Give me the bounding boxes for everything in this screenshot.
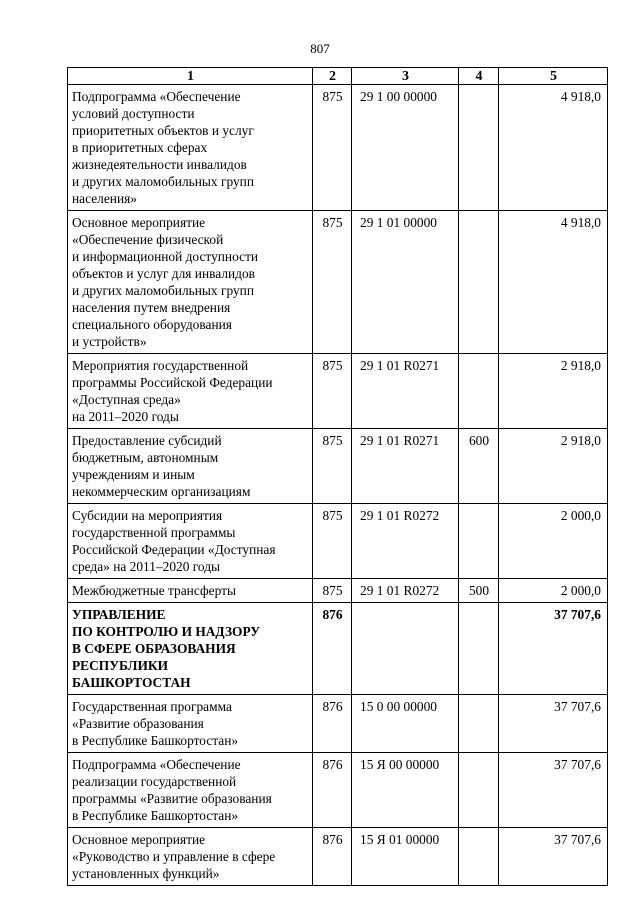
row-ministry-code: 875: [313, 354, 352, 429]
table-row: [68, 695, 608, 753]
row-expense-type: [459, 354, 499, 429]
header-col-2: 2: [313, 68, 352, 85]
row-amount: 37 707,6: [499, 753, 608, 828]
row-target-article: 29 1 00 00000: [352, 85, 459, 211]
row-expense-type: [459, 753, 499, 828]
table-header-row: [68, 68, 608, 85]
row-name: Межбюджетные трансферты: [68, 579, 313, 603]
row-expense-type: [459, 211, 499, 354]
header-col-5: 5: [499, 68, 608, 85]
row-name: Основное мероприятие «Обеспечение физической и информационной доступности объектов и услуг для инвалидов и других маломобильных групп населения путем внедрения специального оборудования и устройств»: [68, 211, 313, 354]
header-col-3: 3: [352, 68, 459, 85]
row-expense-type: [459, 504, 499, 579]
row-ministry-code: 876: [313, 753, 352, 828]
row-amount: 37 707,6: [499, 603, 608, 695]
row-target-article: 15 Я 01 00000: [352, 828, 459, 886]
budget-table: [67, 67, 608, 886]
row-expense-type: [459, 85, 499, 211]
row-name: Подпрограмма «Обеспечение реализации государственной программы «Развитие образования в Республике Башкортостан»: [68, 753, 313, 828]
table-row: [68, 211, 608, 354]
row-expense-type: [459, 603, 499, 695]
row-expense-type: 600: [459, 429, 499, 504]
row-amount: 37 707,6: [499, 695, 608, 753]
row-target-article: [352, 603, 459, 695]
row-target-article: 29 1 01 R0271: [352, 354, 459, 429]
row-amount: 2 918,0: [499, 429, 608, 504]
row-name: Основное мероприятие «Руководство и управление в сфере установленных функций»: [68, 828, 313, 886]
row-name: Мероприятия государственной программы Российской Федерации «Доступная среда» на 2011–2020 годы: [68, 354, 313, 429]
row-name: Государственная программа «Развитие образования в Республике Башкортостан»: [68, 695, 313, 753]
row-ministry-code: 876: [313, 695, 352, 753]
row-name: Субсидии на мероприятия государственной программы Российской Федерации «Доступная среда» на 2011–2020 годы: [68, 504, 313, 579]
row-amount: 2 000,0: [499, 504, 608, 579]
row-name: УПРАВЛЕНИЕ ПО КОНТРОЛЮ И НАДЗОРУ В СФЕРЕ ОБРАЗОВАНИЯ РЕСПУБЛИКИ БАШКОРТОСТАН: [68, 603, 313, 695]
table-row: [68, 828, 608, 886]
row-name: Предоставление субсидий бюджетным, автономным учреждениям и иным некоммерческим организациям: [68, 429, 313, 504]
table-row: [68, 354, 608, 429]
table-row: [68, 429, 608, 504]
row-ministry-code: 875: [313, 85, 352, 211]
row-ministry-code: 876: [313, 828, 352, 886]
row-ministry-code: 875: [313, 429, 352, 504]
row-target-article: 29 1 01 R0272: [352, 504, 459, 579]
row-amount: 4 918,0: [499, 85, 608, 211]
header-col-4: 4: [459, 68, 499, 85]
row-target-article: 15 Я 00 00000: [352, 753, 459, 828]
page-number: 807: [310, 41, 330, 56]
row-ministry-code: 875: [313, 579, 352, 603]
table-row: [68, 504, 608, 579]
row-amount: 2 000,0: [499, 579, 608, 603]
table-row: [68, 753, 608, 828]
row-ministry-code: 876: [313, 603, 352, 695]
table-row: [68, 579, 608, 603]
row-target-article: 29 1 01 R0271: [352, 429, 459, 504]
row-expense-type: [459, 695, 499, 753]
row-target-article: 15 0 00 00000: [352, 695, 459, 753]
row-name: Подпрограмма «Обеспечение условий доступности приоритетных объектов и услуг в приоритетных сферах жизнедеятельности инвалидов и других маломобильных групп населения»: [68, 85, 313, 211]
row-amount: 4 918,0: [499, 211, 608, 354]
row-expense-type: [459, 828, 499, 886]
header-col-1: 1: [68, 68, 313, 85]
row-target-article: 29 1 01 R0272: [352, 579, 459, 603]
row-expense-type: 500: [459, 579, 499, 603]
table-row: [68, 85, 608, 211]
row-ministry-code: 875: [313, 504, 352, 579]
table-row: [68, 603, 608, 695]
row-ministry-code: 875: [313, 211, 352, 354]
row-amount: 2 918,0: [499, 354, 608, 429]
row-amount: 37 707,6: [499, 828, 608, 886]
table-body: [68, 85, 608, 886]
row-target-article: 29 1 01 00000: [352, 211, 459, 354]
